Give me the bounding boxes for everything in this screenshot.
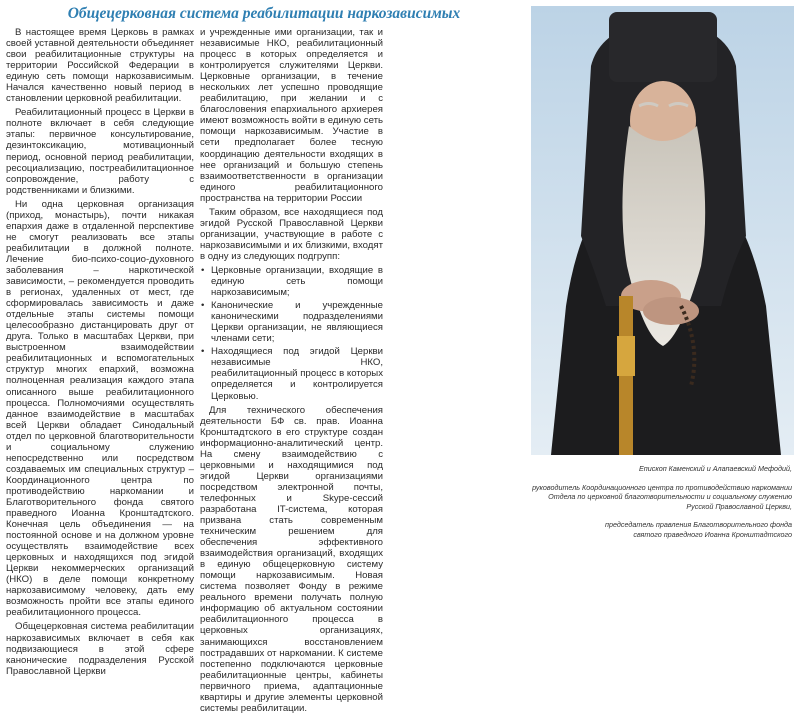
text-column-left xyxy=(6,27,194,677)
bullet-icon: • xyxy=(201,264,205,276)
portrait-photo xyxy=(531,6,794,455)
list-item: • Церковные организации, входящие в единую сеть помощи наркозависимым; xyxy=(201,264,383,299)
paragraph: и учрежденные ими организации, так и независимые НКО, реабилитационный процесс в которых определяется и контролируется служителями Церкви. Церковные организации, в течение нескольких лет успешно проводящие реабилитацию, при желании и с благословения епархиального архиерея имеют возможность войти в единую сеть помощи наркозависимым. Участие в сети предполагает более тесную координацию деятельности входящих в нее организаций и большую степень взаимоответственности в организации единого реабилитационного пространства на территории России xyxy=(200,27,383,204)
text-column-middle xyxy=(200,27,383,714)
caption-line: святого праведного Иоанна Кронштадтского xyxy=(633,529,792,539)
list-item: • Канонические и учрежденные каноническими подразделениями Церкви организации, не являющиеся членами сети; xyxy=(201,300,383,345)
paragraph: Реабилитационный процесс в Церкви в полноте включает в себя следующие этапы: первичное консультирование, дезинтоксикацию, мотивационный период, основной период реабилитации, ресоциализацию, постреабилитационное сопровождение, работу с родственниками и близкими. xyxy=(6,107,194,196)
paragraph: Для технического обеспечения деятельности БФ св. прав. Иоанна Кронштадтского в его структуре создан информационно-аналитический центр. На смену взаимодействию с церковными и находящимися под эгидой Церкви организациями посредством электронной почты, телефонных и Skype-сессий разработана IT-система, которая призвана стать современным техническим решением для обеспечения эффективного взаимодействия организаций, входящих в единую общецерковную систему помощи наркозависимым. Новая система позволяет Фонду в режиме реального времени получать полную информацию об актуальном состоянии реабилитационного процесса в церковных организациях, занимающихся восстановлением пострадавших от наркомании. К системе постепенно подключаются церковные реабилитационные центры, кабинеты первичного приема, адаптационные квартиры и другие элементы церковной системы реабилитации. xyxy=(200,404,383,714)
bullet-icon: • xyxy=(201,346,205,358)
paragraph: Общецерковная система реабилитации наркозависимых включает в себя как подвизающиеся в этой сфере канонические подразделения Русской Православной Церкви xyxy=(6,621,194,677)
caption-line: председатель правления Благотворительного фонда xyxy=(605,520,792,530)
caption-line: руководитель Координационного центра по противодействию наркомании xyxy=(532,482,792,492)
caption-line: Епископ Каменский и Алапаевский Мефодий, xyxy=(638,464,792,473)
photo-caption xyxy=(520,464,792,540)
caption-line: Отдела по церковной благотворительности и социальному служению xyxy=(548,492,792,502)
list-item: • Находящиеся под эгидой Церкви независимые НКО, реабилитационный процесс в которых определяется и контролируется Церковью. xyxy=(201,346,383,402)
caption-line: Русской Православной Церкви, xyxy=(686,501,792,511)
article-title: Общецерковная система реабилитации наркозависимых xyxy=(67,5,461,22)
bullet-icon: • xyxy=(201,300,205,312)
paragraph: Ни одна церковная организация (приход, монастырь), почти никакая епархия даже в отдаленной перспективе не смогут реализовать все этапы реабилитации в должной полноте. Лечение био-психо-социо-духовного заболевания – наркотической зависимости, – рекомендуется проводить в регионах, удаленных от мест, где сформировалась зависимость и даже отдельные этапы системы помощи целесообразно дистанцировать друг от друга. Только в масштабах Церкви, при выстроенном взаимодействии реабилитационных и вспомогательных структур многих епархий, возможна полноценная реализация каждого этапа описанного выше реабилитационного процесса. Полномочиями осуществлять данное взаимодействие в масштабах всей Церкви обладает Синодальный отдел по церковной благотворительности и социальному служению непосредственно или посредством создаваемых им специальных структур – Координационного центра по противодействию наркомании и Благотворительного фонда святого праведного Иоанна Кронштадтского. Конечная цель объединения — на постоянной основе и на должном уровне осуществлять взаимодействие всех церковных и находящихся под эгидой Церкви некоммерческих организаций (НКО) в деле помощи конкретному наркозависимому человеку, дать ему возможность пройти все этапы единого реабилитационного процесса. xyxy=(6,198,194,619)
paragraph: Таким образом, все находящиеся под эгидой Русской Православной Церкви организации, участвующие в работе с наркозависимыми и их близкими, входят в одну из следующих подгрупп: xyxy=(200,206,383,262)
subgroup-list xyxy=(200,265,383,402)
paragraph: В настоящее время Церковь в рамках своей уставной деятельности объединяет свои реабилитационные структуры на территории Российской Федерации в единую сеть помощи наркозависимым. Начался качественно новый период в становлении церковной реабилитации. xyxy=(6,27,194,105)
